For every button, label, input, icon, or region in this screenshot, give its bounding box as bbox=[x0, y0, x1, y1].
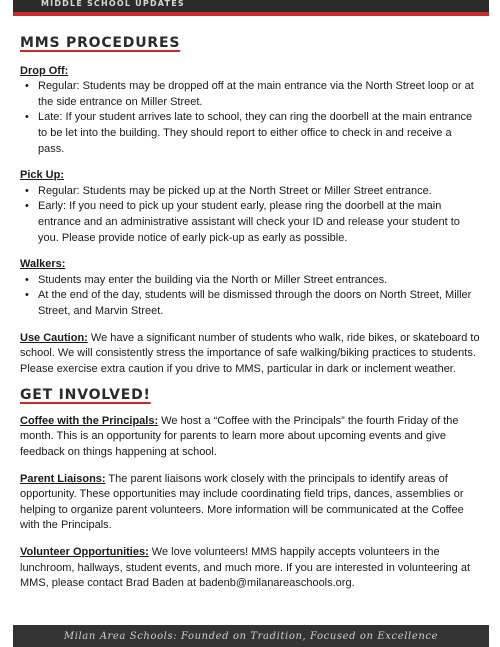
volunteer-label: Volunteer Opportunities: bbox=[20, 546, 149, 559]
walkers-list bbox=[20, 273, 480, 320]
drop-off-heading: Drop Off: bbox=[20, 64, 69, 77]
header-band bbox=[13, 0, 489, 12]
walkers-heading: Walkers: bbox=[20, 258, 66, 271]
list-item: • At the end of the day, students will be dismissed through the doors on North Street, Miller Street, and Marvin Street. bbox=[38, 288, 480, 319]
header-accent-rule bbox=[13, 12, 489, 16]
list-item: • Students may enter the building via the North or Miller Street entrances. bbox=[38, 273, 480, 289]
get-involved-title: GET INVOLVED! bbox=[20, 387, 151, 404]
volunteer-paragraph bbox=[20, 545, 480, 592]
footer-band bbox=[13, 625, 489, 647]
use-caution-text: We have a significant number of students who walk, ride bikes, or skateboard to school. We will consistently stress the importance of safe walking/biking practices to students. Please exercise extra caution if you drive to MMS, particular in dark or inclement weather. bbox=[20, 331, 480, 375]
coffee-paragraph bbox=[20, 414, 480, 461]
use-caution-label: Use Caution: bbox=[20, 331, 88, 344]
list-item: • Early: If you need to pick up your student early, please ring the doorbell at the main entrance and an administrative assistant will check your ID and release your student to you. Please provide notice of early pick-up as early as possible. bbox=[38, 199, 480, 246]
coffee-label: Coffee with the Principals: bbox=[20, 414, 159, 427]
coffee-text: We host a “Coffee with the Principals” the fourth Friday of the month. This is an opportunity for parents to learn more about upcoming events and give feedback on things happening at school. bbox=[20, 414, 459, 459]
volunteer-text: We love volunteers! MMS happily accepts volunteers in the lunchroom, hallways, student events, and much more. If you are interested in volunteering at MMS, please contact Brad Baden at badenb@milanareaschools.org. bbox=[20, 546, 471, 590]
list-item: • Late: If your student arrives late to school, they can ring the doorbell at the main entrance to be let into the building. They should report to either office to check in and receive a pass. bbox=[38, 110, 480, 157]
header-band-text: MIDDLE SCHOOL UPDATES bbox=[41, 0, 185, 8]
list-item: • Regular: Students may be picked up at the North Street or Miller Street entrance. bbox=[38, 184, 480, 200]
liaisons-label: Parent Liaisons: bbox=[20, 472, 106, 485]
list-item: • Regular: Students may be dropped off at the main entrance via the North Street loop or at the side entrance on Miller Street. bbox=[38, 79, 480, 110]
pick-up-heading: Pick Up: bbox=[20, 169, 65, 182]
liaisons-text: The parent liaisons work closely with the principals to identify areas of opportunity. These opportunities may include coordinating field trips, dances, assemblies or helping to organize parent volunteers. More information will be communicated at the Coffee with the Principals. bbox=[20, 472, 464, 532]
liaisons-paragraph bbox=[20, 472, 480, 534]
use-caution-paragraph bbox=[20, 331, 480, 378]
drop-off-list bbox=[20, 79, 480, 157]
pick-up-list bbox=[20, 184, 480, 246]
newsletter-content bbox=[20, 36, 480, 603]
procedures-title: MMS PROCEDURES bbox=[20, 35, 181, 51]
footer-motto: Milan Area Schools: Founded on Tradition, Focused on Excellence bbox=[63, 631, 439, 642]
